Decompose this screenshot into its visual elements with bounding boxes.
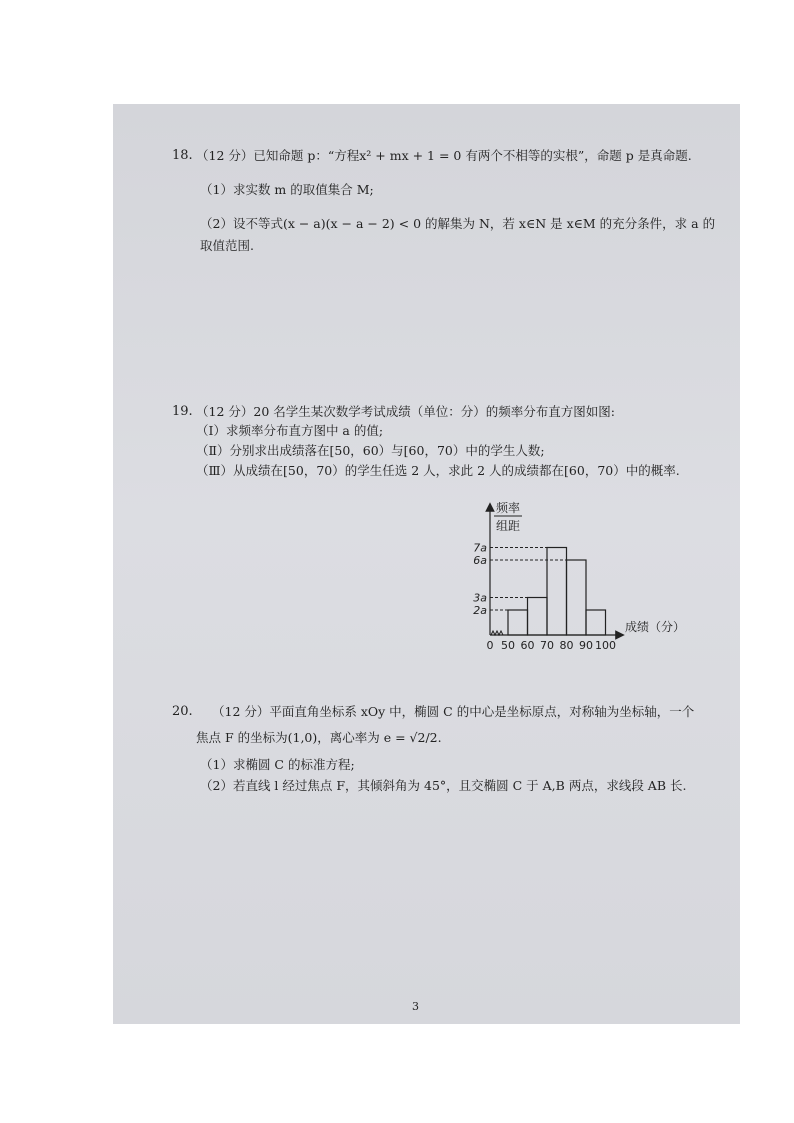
q19-part3: （Ⅲ）从成绩在[50，70）的学生任选 2 人，求此 2 人的成绩都在[60，70）中的概率. — [196, 463, 680, 478]
x-tick-label: 100 — [595, 639, 616, 652]
histogram-bar — [586, 610, 606, 635]
q18-stem: （12 分）已知命题 p：“方程x² + mx + 1 = 0 有两个不相等的实根”，命题 p 是真命题. — [196, 148, 692, 163]
q20-part2: （2）若直线 l 经过焦点 F，其倾斜角为 45°，且交椭圆 C 于 A,B 两点，求线段 AB 长. — [200, 778, 687, 793]
histogram-bar — [528, 598, 548, 636]
x-tick-label: 50 — [501, 639, 515, 652]
x-tick-label: 90 — [579, 639, 593, 652]
y-tick-label: 6a — [473, 554, 487, 567]
y-label-bottom: 组距 — [495, 519, 521, 533]
q19-stem: （12 分）20 名学生某次数学考试成绩（单位：分）的频率分布直方图如图: — [196, 404, 615, 419]
q19-number: 19. — [172, 404, 193, 419]
q18-part2-line2: 取值范围. — [200, 238, 254, 253]
q19-part2: （Ⅱ）分别求出成绩落在[50，60）与[60，70）中的学生人数; — [196, 443, 545, 458]
q18-part2-line1: （2）设不等式(x − a)(x − a − 2) < 0 的解集为 N，若 x∈N 是 x∈M 的充分条件，求 a 的 — [200, 216, 716, 231]
histogram-bar — [547, 548, 567, 636]
q20-stem-line2: 焦点 F 的坐标为(1,0)，离心率为 e = √2/2. — [196, 730, 442, 745]
y-label-top: 频率 — [495, 501, 521, 515]
y-tick-label: 7a — [473, 541, 487, 555]
histogram-bar — [508, 610, 528, 635]
frequency-histogram — [460, 495, 700, 660]
q18-part1: （1）求实数 m 的取值集合 M; — [200, 182, 374, 197]
y-tick-label: 3a — [473, 591, 487, 605]
histogram-bar — [567, 560, 587, 635]
q20-number: 20. — [172, 704, 193, 719]
q20-part1: （1）求椭圆 C 的标准方程; — [200, 757, 355, 772]
x-tick-label: 70 — [540, 639, 554, 652]
y-tick-label: 2a — [473, 604, 487, 617]
x-tick-label: 60 — [520, 639, 535, 652]
q19-part1: （Ⅰ）求频率分布直方图中 a 的值; — [196, 423, 384, 438]
q20-stem-line1: （12 分）平面直角坐标系 xOy 中，椭圆 C 的中心是坐标原点，对称轴为坐标轴，一个 — [212, 704, 695, 719]
page-number: 3 — [412, 1000, 419, 1013]
q18-number: 18. — [172, 148, 193, 163]
x-axis-label: 成绩（分） — [625, 620, 686, 634]
x-tick-label: 80 — [559, 639, 574, 652]
x-tick-label: 0 — [486, 639, 494, 652]
